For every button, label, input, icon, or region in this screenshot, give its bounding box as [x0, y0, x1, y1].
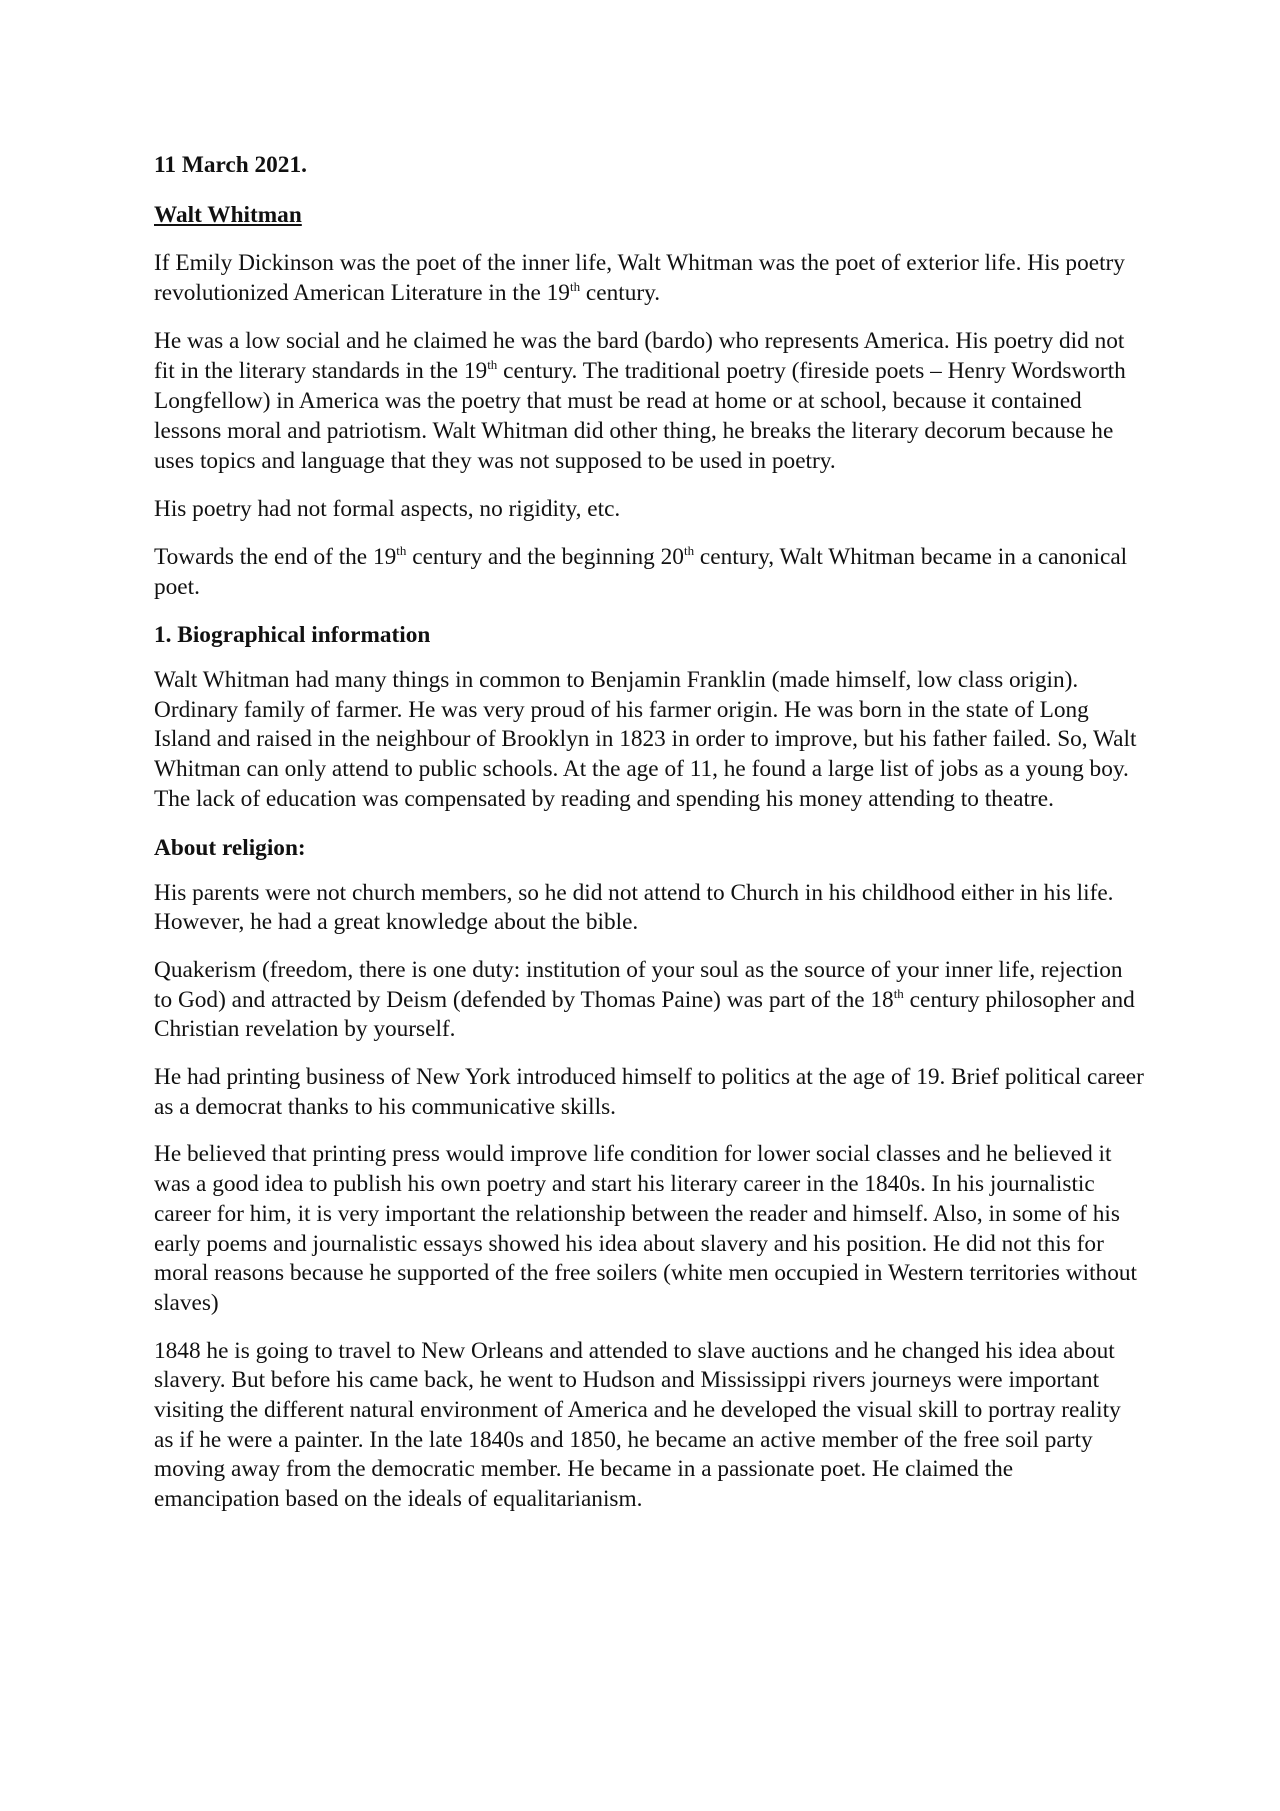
- quakerism-superscript: th: [893, 985, 904, 1001]
- intro-superscript: th: [569, 279, 581, 294]
- canonical-text-b: century and the beginning 20: [406, 544, 684, 570]
- intro-text-a: If Emily Dickinson was the poet of the inner life, Walt Whitman was the poet of exterior life. His poetry revolutionized American Literature in the 19: [154, 250, 1125, 306]
- biographical-paragraph: Walt Whitman had many things in common to Benjamin Franklin (made himself, low class origin). Ordinary family of farmer. He was very proud of his farmer origin. He was born in the state of Long Island and raised in the neighbour of Brooklyn in 1823 in order to improve, but his father failed. So, Walt Whitman can only attend to public schools. At the age of 11, he found a large list of jobs as a young boy. The lack of education was compensated by reading and spending his money attending to theatre.: [154, 667, 1137, 812]
- printing-paragraph: He had printing business of New York introduced himself to politics at the age of 19. Brief political career as a democrat thanks to his communicative skills.: [154, 1064, 1144, 1120]
- formal-paragraph: His poetry had not formal aspects, no rigidity, etc.: [154, 496, 621, 522]
- canonical-text-a: Towards the end of the 19: [154, 544, 397, 570]
- press-paragraph: He believed that printing press would improve life condition for lower social classes and he believed it was a good idea to publish his own poetry and start his literary career in the 1840s. In his journalistic career for him, it is very important the relationship between the reader and himself. Also, in some of his early poems and journalistic essays showed his idea about slavery and his position. He did not this for moral reasons because he supported of the free soilers (white men occupied in Western territories without slaves): [154, 1141, 1137, 1316]
- canonical-superscript-b: th: [683, 543, 695, 558]
- canonical-superscript-a: th: [396, 543, 407, 558]
- intro-paragraph: [154, 248, 1144, 308]
- quakerism-text-a: Quakerism (freedom, there is one duty: institution of your soul as the source of your inner life, rejection to God) and attracted by Deism (defended by Thomas Paine) was part of the 18: [154, 956, 1123, 1013]
- religion-paragraph: His parents were not church members, so he did not attend to Church in his childhood either in his life. However, he had a great knowledge about the bible.: [154, 879, 1114, 936]
- intro-text-b: century.: [580, 280, 661, 306]
- new-orleans-paragraph: 1848 he is going to travel to New Orleans and attended to slave auctions and he changed his idea about slavery. But before his came back, he went to Hudson and Mississippi rivers journeys were important visiting the different natural environment of America and he developed the visual skill to portray reality as if he were a painter. In the late 1840s and 1850, he became an active member of the free soil party moving away from the democratic member. He became in a passionate poet. He claimed the emancipation based on the ideals of equalitarianism.: [154, 1337, 1121, 1513]
- bard-text-b: century. The traditional poetry (fireside poets – Henry Wordsworth Longfellow) in America was the poetry that must be read at home or at school, because it contained lessons moral and patriotism. Walt Whitman did other thing, he breaks the literary decorum because he uses topics and language that they was not supposed to be used in poetry.: [154, 358, 1126, 474]
- bard-paragraph: [154, 326, 1144, 476]
- document-date: 11 March 2021.: [154, 152, 307, 178]
- bard-text-a: He was a low social and he claimed he was the bard (bardo) who represents America. His poetry did not fit in the literary standards in the 19: [154, 328, 1125, 384]
- document-title: Walt Whitman: [154, 202, 302, 228]
- canonical-text-c: century, Walt Whitman became in a canonical poet.: [154, 544, 1128, 600]
- section-heading-religion: About religion:: [154, 834, 306, 861]
- bard-superscript: th: [487, 357, 498, 372]
- quakerism-text-b: century philosopher and Christian revelation by yourself.: [154, 986, 1135, 1043]
- quakerism-paragraph: [154, 956, 1144, 1045]
- section-heading-biographical: 1. Biographical information: [154, 622, 431, 648]
- canonical-paragraph: [154, 542, 1144, 602]
- document-page: [154, 150, 1144, 1533]
